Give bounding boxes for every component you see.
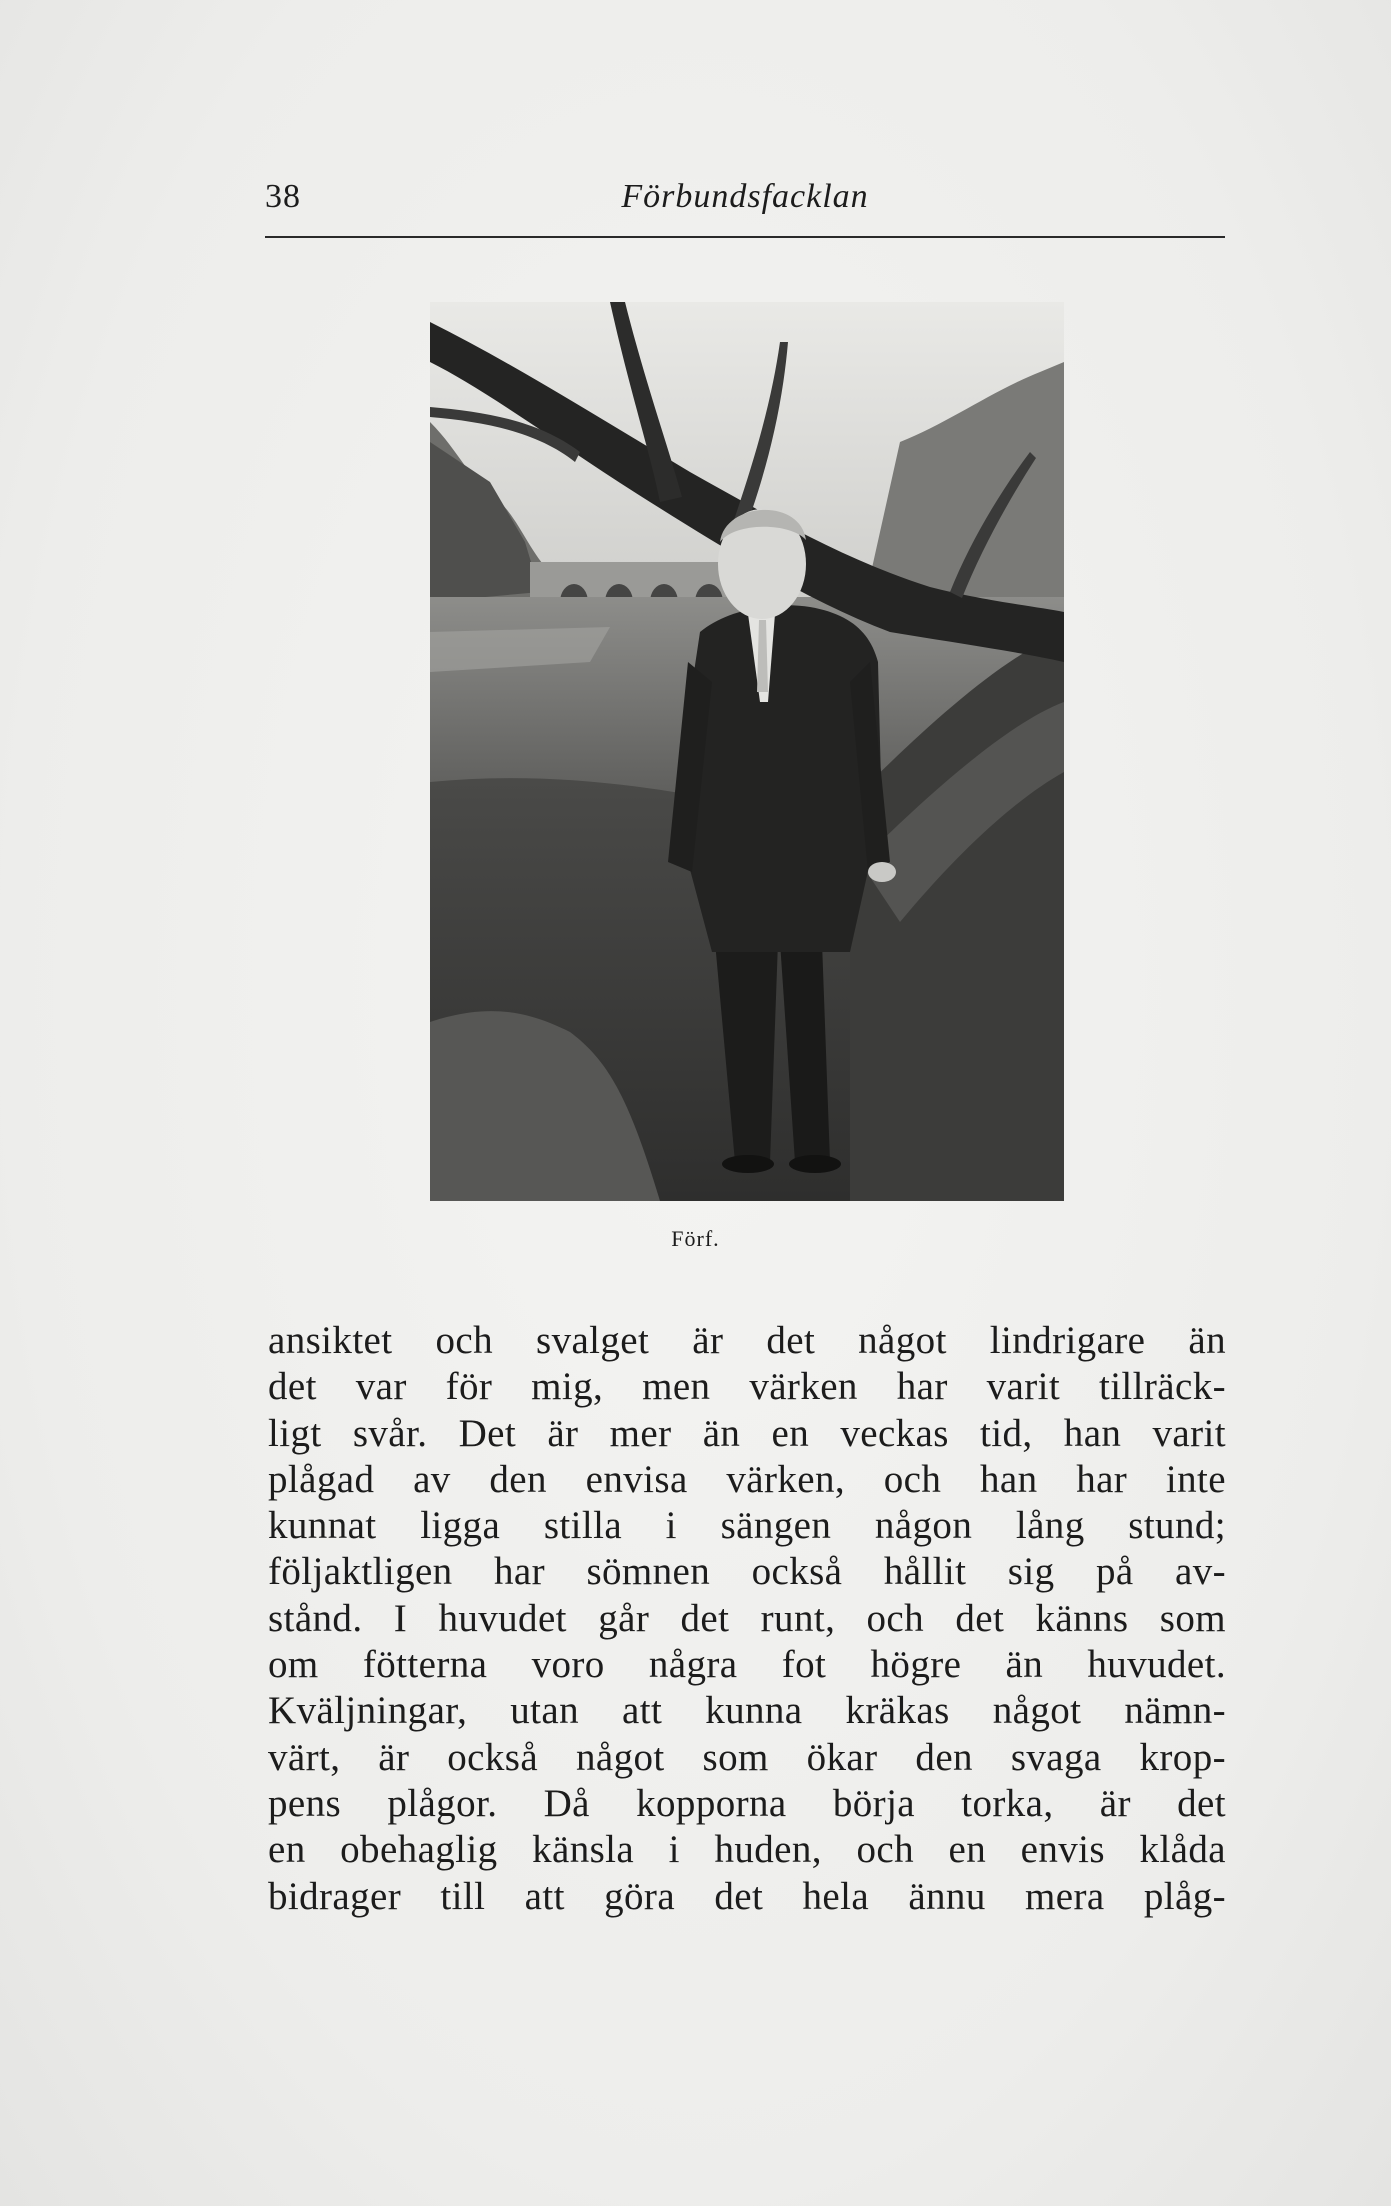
page-number: 38	[265, 178, 301, 215]
text-line: stånd. I huvudet går det runt, och det känns som	[268, 1596, 1226, 1640]
text-line: en obehaglig känsla i huden, och en envis klåda	[268, 1828, 1226, 1872]
body-text	[268, 1318, 1226, 1920]
header-rule	[265, 236, 1225, 238]
portrait-photo	[430, 302, 1064, 1201]
text-line: följaktligen har sömnen också hållit sig på av-	[268, 1550, 1226, 1594]
text-line: Kväljningar, utan att kunna kräkas något nämn-	[268, 1689, 1226, 1733]
text-line: kunnat ligga stilla i sängen någon lång stund;	[268, 1504, 1226, 1548]
journal-title: Förbundsfacklan	[621, 178, 869, 215]
text-line: värt, är också något som ökar den svaga krop-	[268, 1735, 1226, 1779]
running-head	[265, 178, 1225, 228]
text-line: plågad av den envisa värken, och han har inte	[268, 1457, 1226, 1501]
photo-caption: Förf.	[671, 1226, 720, 1251]
text-line: ligt svår. Det är mer än en veckas tid, han varit	[268, 1411, 1226, 1455]
text-line: pens plågor. Då kopporna börja torka, är det	[268, 1781, 1226, 1825]
text-line: bidrager till att göra det hela ännu mera plåg-	[268, 1874, 1226, 1918]
text-line: om fötterna voro några fot högre än huvudet.	[268, 1643, 1226, 1687]
text-line: det var för mig, men värken har varit tillräck-	[268, 1365, 1226, 1409]
text-line: ansiktet och svalget är det något lindrigare än	[268, 1319, 1226, 1362]
